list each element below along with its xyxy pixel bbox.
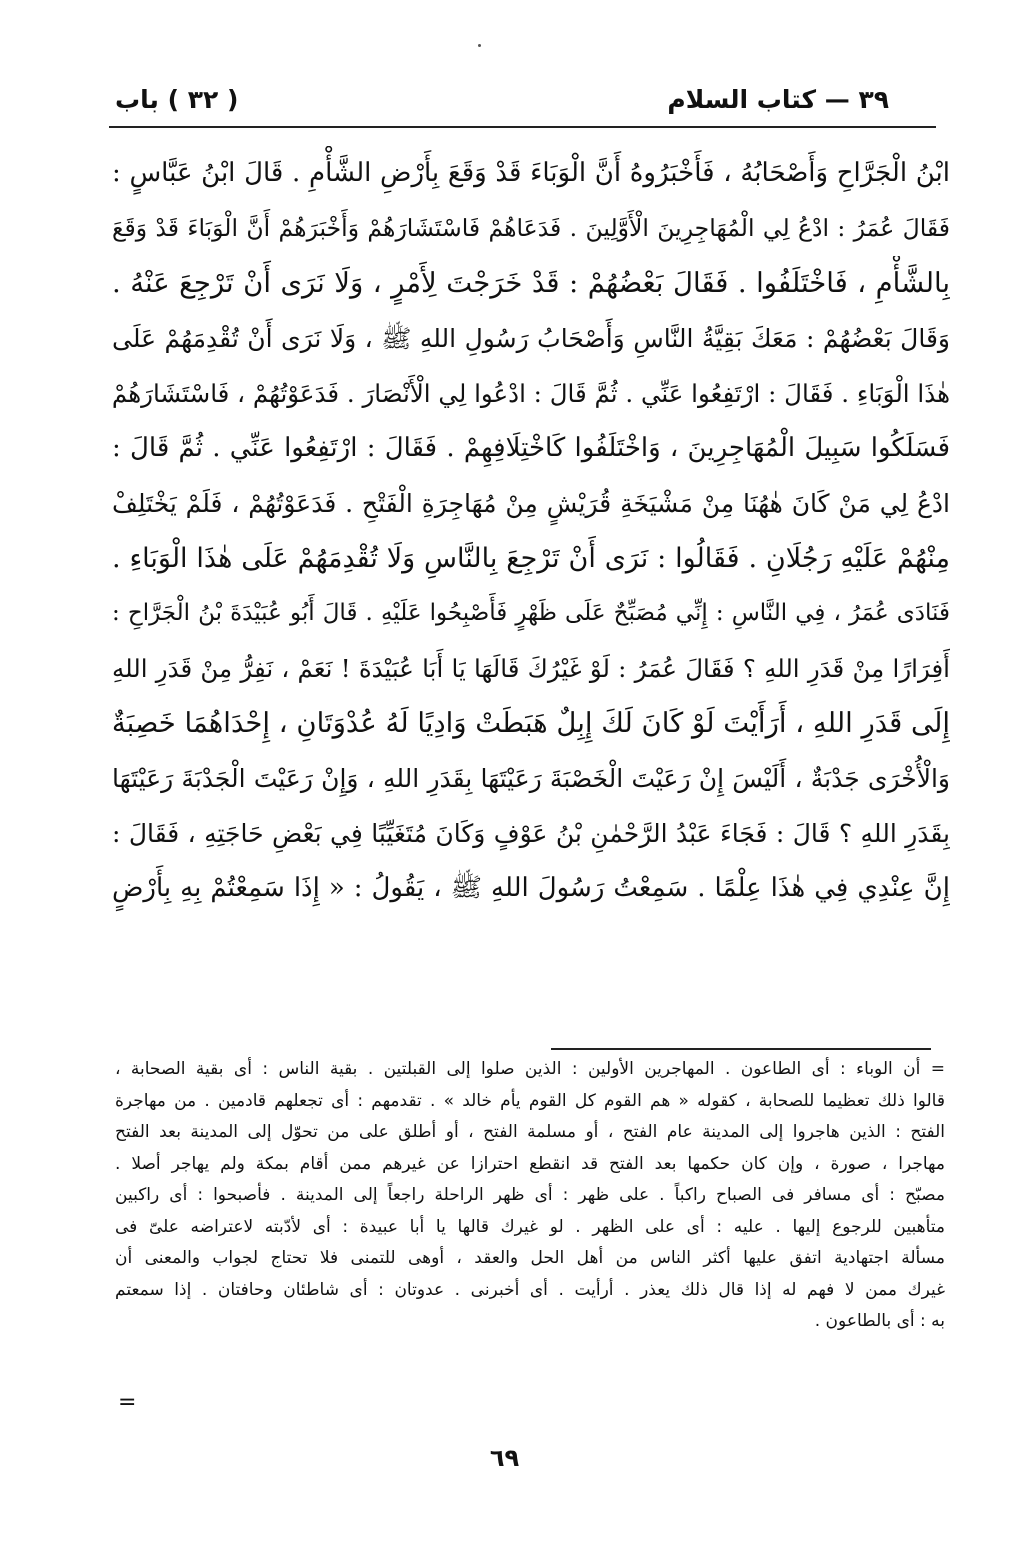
page-number: ٦٩ xyxy=(489,1444,520,1472)
main-text-line: فَنَادَى عُمَرُ ، فِي النَّاسِ : إِنِّي مُصَبِّحٌ عَلَى ظَهْرٍ فَأَصْبِحُوا عَلَيْهِ . قَالَ أَبُو عُبَيْدَةَ بْنُ الْجَرَّاحِ : xyxy=(112,600,950,626)
page-speck xyxy=(478,44,481,47)
main-text-line: ابْنُ الْجَرَّاحِ وَأَصْحَابُهُ ، فَأَخْبَرُوهُ أَنَّ الْوَبَاءَ قَدْ وَقَعَ بِأَرْضِ الشَّأْمِ . قَالَ ابْنُ عَبَّاسٍ : xyxy=(112,158,950,188)
footnote-line: غيرك ممن لا فهم له إذا قال ذلك يعذر . أرأيت . أى أخبرنى . عدوتان : أى شاطئان وحافتان . إذا سمعتم xyxy=(115,1279,945,1300)
main-text-line: بِقَدَرِ اللهِ ؟ قَالَ : فَجَاءَ عَبْدُ الرَّحْمٰنِ بْنُ عَوْفٍ وَكَانَ مُتَغَيِّبًا فِي بَعْضِ حَاجَتِهِ ، فَقَالَ : xyxy=(112,819,950,848)
running-head-book-title: ٣٩ — كتاب السلام xyxy=(667,85,889,114)
continuation-mark: = xyxy=(118,1390,137,1415)
main-text-line: هٰذَا الْوَبَاءِ . فَقَالَ : ارْتَفِعُوا عَنِّي . ثُمَّ قَالَ : ادْعُوا لِي الْأَنْصَارَ . فَدَعَوْتُهُمْ ، فَاسْتَشَارَهُمْ xyxy=(112,379,950,408)
main-text-line: إِنَّ عِنْدِي فِي هٰذَا عِلْمًا . سَمِعْتُ رَسُولَ اللهِ ﷺ ، يَقُولُ : « إِذَا سَمِعْتُمْ بِهِ بِأَرْضٍ xyxy=(112,873,950,903)
footnote-line: = أن الوباء : أى الطاعون . المهاجرين الأولين : الذين صلوا إلى القبلتين . بقية الناس : أى بقية الصحابة ، xyxy=(115,1059,945,1079)
footnote-line: به : أى بالطاعون . xyxy=(814,1311,945,1331)
main-text-line: فَسَلَكُوا سَبِيلَ الْمُهَاجِرِينَ ، وَاخْتَلَفُوا كَاخْتِلَافِهِمْ . فَقَالَ : ارْتَفِعُوا عَنِّي . ثُمَّ قَالَ : xyxy=(112,433,950,463)
running-head xyxy=(115,80,889,120)
footnote-line: الفتح : الذين هاجروا إلى المدينة عام الفتح ، أو مسلمة الفتح ، أو أطلق على من تحوّل إلى المدينة بعد الفتح xyxy=(115,1122,945,1142)
footnote-separator xyxy=(551,1048,931,1050)
main-text-line: ادْعُ لِي مَنْ كَانَ هٰهُنَا مِنْ مَشْيَخَةِ قُرَيْشٍ مِنْ مُهَاجِرَةِ الْفَتْحِ . فَدَعَوْتُهُمْ ، فَلَمْ يَخْتَلِفْ xyxy=(112,489,950,518)
main-text-line: وَالْأُخْرَى جَدْبَةٌ ، أَلَيْسَ إِنْ رَعَيْتَ الْخَصْبَةَ رَعَيْتَهَا بِقَدَرِ اللهِ ، وَإِنْ رَعَيْتَ الْجَدْبَةَ رَعَيْتَهَا xyxy=(112,764,950,793)
main-text xyxy=(112,146,950,916)
main-text-line: بِالشَّأْمِ ، فَاخْتَلَفُوا . فَقَالَ بَعْضُهُمْ : قَدْ خَرَجْتَ لِأَمْرٍ ، وَلَا نَرَى أَنْ تَرْجِعَ عَنْهُ . xyxy=(112,267,950,299)
main-text-line: إِلَى قَدَرِ اللهِ ، أَرَأَيْتَ لَوْ كَانَ لَكَ إِبِلٌ هَبَطَتْ وَادِيًا لَهُ عُدْوَتَانِ ، إِحْدَاهُمَا خَصِبَةٌ xyxy=(112,707,950,739)
main-text-line: مِنْهُمْ عَلَيْهِ رَجُلَانِ . فَقَالُوا : نَرَى أَنْ تَرْجِعَ بِالنَّاسِ وَلَا تُقْدِمَهُمْ عَلَى هٰذَا الْوَبَاءِ . xyxy=(112,543,950,574)
main-text-line: أَفِرَارًا مِنْ قَدَرِ اللهِ ؟ فَقَالَ عُمَرُ : لَوْ غَيْرُكَ قَالَهَا يَا أَبَا عُبَيْدَةَ ! نَعَمْ ، نَفِرُّ مِنْ قَدَرِ اللهِ xyxy=(112,654,950,683)
footnote-line: مسألة اجتهادية اتفق عليها أكثر الناس من أهل الحل والعقد ، أوهى للتمنى فلا تحتاج لجواب والمعنى أن xyxy=(115,1248,945,1268)
footnote-line: مهاجرا ، صورة ، وإن كان حكمها بعد الفتح قد انقطع احترازا عن غيرهم ممن أقام بمكة ولم يهاجر أصلا . xyxy=(115,1153,945,1174)
main-text-line: فَقَالَ عُمَرُ : ادْعُ لِي الْمُهَاجِرِينَ الْأَوَّلِينَ . فَدَعَاهُمْ فَاسْتَشَارَهُمْ وَأَخْبَرَهُمْ أَنَّ الْوَبَاءَ قَدْ وَقَعَ xyxy=(112,214,950,242)
footnote-line: مصبّح : أى مسافر فى الصباح راكباً . على ظهر : أى ظهر الراحلة راجعاً إلى المدينة . فأصبحوا : أى راكبين xyxy=(115,1185,945,1205)
footnote-line: قالوا ذلك تعظيما للصحابة ، كقوله « هم القوم كل القوم يأم خالد » . تقدمهم : أى تجعلهم قادمين . من مهاجرة xyxy=(115,1090,945,1111)
footnote-line: متأهبين للرجوع إليها . عليه : أى على الظهر . لو غيرك قالها يا أبا عبيدة : أى لأدّبته لاعتراضه علىّ فى xyxy=(115,1216,945,1237)
running-head-chapter: ( ٣٢ ) باب xyxy=(115,85,239,114)
header-rule xyxy=(109,126,936,128)
footnotes xyxy=(115,1054,945,1338)
main-text-line: وَقَالَ بَعْضُهُمْ : مَعَكَ بَقِيَّةُ النَّاسِ وَأَصْحَابُ رَسُولِ اللهِ ﷺ ، وَلَا نَرَى أَنْ تُقْدِمَهُمْ عَلَى xyxy=(112,324,950,353)
